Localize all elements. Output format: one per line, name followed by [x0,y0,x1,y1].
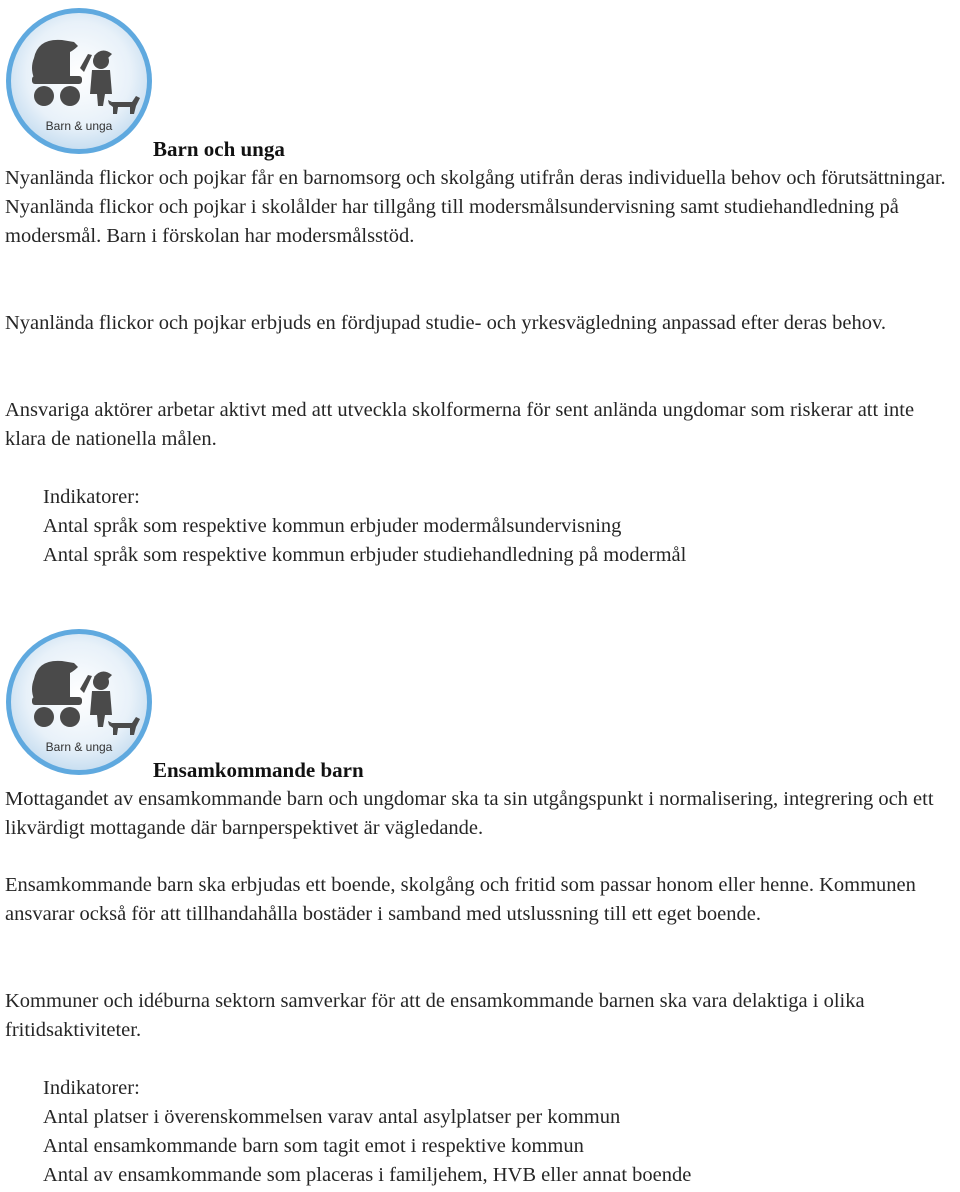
paragraph: Nyanlända flickor och pojkar får en barnomsorg och skolgång utifrån deras individuella behov och förutsättningar. Nyanlända flickor och pojkar i skolålder har tillgång till modersmålsundervisning samt studiehandledning på modersmål. Barn i förskolan har modersmålsstöd. [5,167,946,247]
barn-unga-logo [4,6,154,156]
stroller-child-dog-icon [4,627,154,777]
logo-label: Barn & unga [45,119,113,133]
stroller-child-dog-icon [4,6,154,156]
paragraph: Ensamkommande barn ska erbjudas ett boende, skolgång och fritid som passar honom eller henne. Kommunen ansvarar också för att tillhandahålla bostäder i samband med utslussning till ett eget boende. [5,874,916,925]
indicator-item: Antal ensamkommande barn som tagit emot i respektive kommun [43,1135,584,1157]
paragraph: Kommuner och idéburna sektorn samverkar för att de ensamkommande barnen ska vara delaktiga i olika fritidsaktiviteter. [5,990,865,1041]
paragraph: Mottagandet av ensamkommande barn och ungdomar ska ta sin utgångspunkt i normalisering, integrering och ett likvärdigt mottagande där barnperspektivet är vägledande. [5,788,934,839]
paragraph: Ansvariga aktörer arbetar aktivt med att utveckla skolformerna för sent anlända ungdomar som riskerar att inte klara de nationella målen. [5,399,915,450]
indicator-item: Antal språk som respektive kommun erbjuder modermålsundervisning [43,515,622,537]
section-title-ensamkommande-barn: Ensamkommande barn [153,758,364,782]
indicators-block [43,1074,953,1190]
indicator-item: Antal språk som respektive kommun erbjuder studiehandledning på modermål [43,544,687,566]
indicator-item: Antal av ensamkommande som placeras i familjehem, HVB eller annat boende [43,1164,692,1186]
indicators-label: Indikatorer: [43,1077,140,1099]
indicator-item: Antal platser i överenskommelsen varav antal asylplatser per kommun [43,1106,621,1128]
barn-unga-logo [4,627,154,777]
indicators-label: Indikatorer: [43,486,140,508]
section-title-barn-och-unga: Barn och unga [153,137,285,161]
indicators-block [43,483,953,570]
logo-label: Barn & unga [45,740,113,754]
paragraph: Nyanlända flickor och pojkar erbjuds en fördjupad studie- och yrkesvägledning anpassad efter deras behov. [5,312,887,334]
